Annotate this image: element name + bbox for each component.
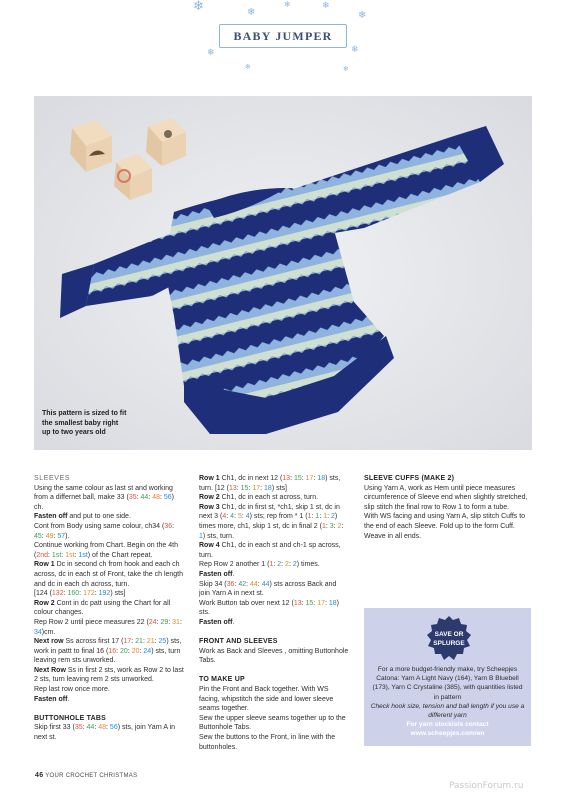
instruction-line: Work Button tab over next 12 (13: 15: 17: 18) sts. (199, 599, 340, 617)
badge-line2: SPLURGE (433, 640, 465, 647)
snowflake-icon: ❄ (358, 10, 367, 21)
step-label: Next Row (34, 666, 66, 674)
section-heading: FRONT AND SLEEVES (199, 638, 278, 646)
section-heading: SLEEVE CUFFS (MAKE 2) (364, 475, 455, 482)
instruction-line: Using the same colour as last st and working from a differnet ball, make 33 (35: 44: 48: 56) ch. (34, 484, 175, 511)
instruction-line: [124 (132: 160: 172: 192) sts] (34, 590, 126, 598)
step-label: Row 1 (34, 561, 55, 569)
spacer (199, 666, 349, 676)
instruction-line: Next Row Ss in first 2 sts, work as Row 2 to last 2 sts, turn leaving rem 2 sts unworked. (34, 666, 184, 684)
step-label: Fasten off (34, 513, 68, 521)
instruction-line: Row 2 Cont in dc patt using the Chart for all colour changes. (34, 599, 171, 617)
save-or-splurge-badge (426, 615, 472, 661)
instruction-line: Next row Ss across first 17 (17: 21: 21: 25) sts, work in pattt to final 16 (16: 20: 20: 24) sts, turn leaving rem sts unworked. (34, 638, 182, 665)
instruction-line: Fasten off and put to one side. (34, 513, 131, 521)
instruction-line: Row 4 Ch1, dc in each st and ch-1 sp across, turn. (199, 542, 341, 559)
step-label: Row 2 (34, 599, 55, 607)
instruction-line: Work as Back and Sleeves , omitting Buttonhole Tabs. (199, 647, 349, 665)
instruction-line: Weave in all ends. (364, 532, 422, 540)
save-or-splurge-text (370, 665, 525, 739)
instruction-line: Pin the Front and Back together. With WS facing, whipstitch the side and lower sleeve seams together. (199, 686, 334, 713)
section-heading: BUTTONHOLE TABS (34, 714, 106, 722)
instruction-line: Skip first 33 (35: 44: 48: 56) sts, join Yarn A in next st. (34, 724, 176, 742)
badge-line1: SAVE OR (434, 631, 464, 638)
instruction-line: Row 3 Ch1, dc in first st, *ch1, skip 1 st, dc in next 3 (4: 4: 5: 4) sts; rep from * 1 (1: 1: 1: 2) times more, ch1, skip 1 st, dc in final 2 (1: 3: 2: 1) sts, turn. (199, 503, 344, 540)
snowflake-icon: ❄ (351, 45, 359, 55)
section-heading: SLEEVES (34, 475, 71, 482)
step-label: Row 1 (199, 475, 220, 482)
pattern-column-1 (34, 474, 184, 743)
yarn-check-note: Check hook size, tension and ball length if you use a different yarn (370, 702, 525, 720)
spacer (199, 628, 349, 638)
stockists-label: For yarn stockists contact (406, 721, 489, 729)
caption-line: This pattern is sized to fit (42, 410, 127, 417)
spacer (34, 704, 184, 714)
instruction-line: Rep Row 2 until piece measures 22 (24: 29: 31: 34)cm. (34, 618, 182, 636)
instruction-line: Row 1 Ch1, dc in next 12 (13: 15: 17: 18) sts, turn. [12 (13: 15: 17: 18) sts] (199, 475, 341, 492)
snowflake-icon: ❄ (193, 0, 204, 14)
page-title-box (219, 24, 347, 48)
yarn-alternative: For a more budget-friendly make, try Scheepjes Catona: Yarn A Light Navy (164), Yarn B Bluebell (173), Yarn C Crystaline (385), with quantities listed in pattern (372, 666, 523, 701)
page-folio (35, 772, 137, 779)
product-photo (34, 96, 532, 450)
watermark: PassionForum.ru (449, 781, 524, 791)
snowflake-icon: ❄ (245, 63, 251, 71)
instruction-line: Fasten off. (199, 618, 235, 626)
instruction-line: With WS facing and using Yarn A, slip stitch Cuffs to the end of each Sleeve. Fold up to the form Cuff. (364, 513, 526, 530)
snowflake-icon: ❄ (284, 0, 291, 9)
instruction-line: Rep Row 2 another 1 (1: 2: 2: 2) times. (199, 561, 320, 569)
section-heading: TO MAKE UP (199, 676, 245, 684)
snowflake-icon: ❄ (343, 65, 349, 73)
snowflake-icon: ❄ (247, 7, 256, 18)
instruction-line: Sew the upper sleeve seams together up to the Buttonhole Tabs. (199, 714, 346, 732)
step-label: Fasten off (199, 618, 233, 626)
instruction-line: Cont from Body using same colour, ch34 (36: 45: 49: 57). (34, 522, 175, 540)
page-number: 46 (35, 772, 44, 779)
instruction-line: Using Yarn A, work as Hem until piece measures circumference of Sleeve end when slightly stretched, slip stitch the final row to Row 1 to form a tube. (364, 484, 528, 511)
instruction-line: Row 1 Dc in second ch from hook and each ch across, dc in each st of Front, take the ch length and dc in each ch across, turn. (34, 561, 184, 588)
instruction-line: Rep last row once more. (34, 686, 110, 694)
pattern-column-3 (364, 474, 532, 541)
page-title: BABY JUMPER (233, 28, 333, 43)
save-or-splurge-box (364, 608, 531, 746)
instruction-line: Row 2 Ch1, dc in each st across, turn. (199, 494, 319, 502)
magazine-name: YOUR CROCHET CHRISTMAS (45, 773, 138, 779)
step-label: Row 2 (199, 494, 220, 502)
step-label: Row 4 (199, 542, 220, 550)
step-label: Fasten off (34, 695, 68, 703)
step-label: Next row (34, 638, 64, 646)
pattern-column-2 (199, 474, 349, 752)
caption-line: the smallest baby right (42, 419, 119, 427)
instruction-line: Fasten off. (199, 570, 235, 578)
instruction-line: Skip 34 (36: 42: 44: 44) sts across Back and join Yarn A in next st. (199, 580, 337, 598)
snowflake-icon: ❄ (207, 48, 215, 58)
photo-caption (42, 409, 126, 438)
step-label: Row 3 (199, 503, 220, 511)
caption-line: up to two years old (42, 429, 106, 436)
snowflake-icon: ❄ (322, 1, 330, 11)
step-label: Fasten off (199, 570, 233, 578)
instruction-line: Continue working from Chart. Begin on the 4th (2nd: 1st: 1st: 1st) of the Chart repeat. (34, 542, 178, 559)
stockists-link[interactable]: www.scheepjes.com/en (410, 730, 485, 738)
jumper-illustration (34, 96, 532, 450)
instruction-line: Fasten off. (34, 695, 70, 703)
instruction-line: Sew the buttons to the Front, in line with the buttonholes. (199, 734, 336, 751)
